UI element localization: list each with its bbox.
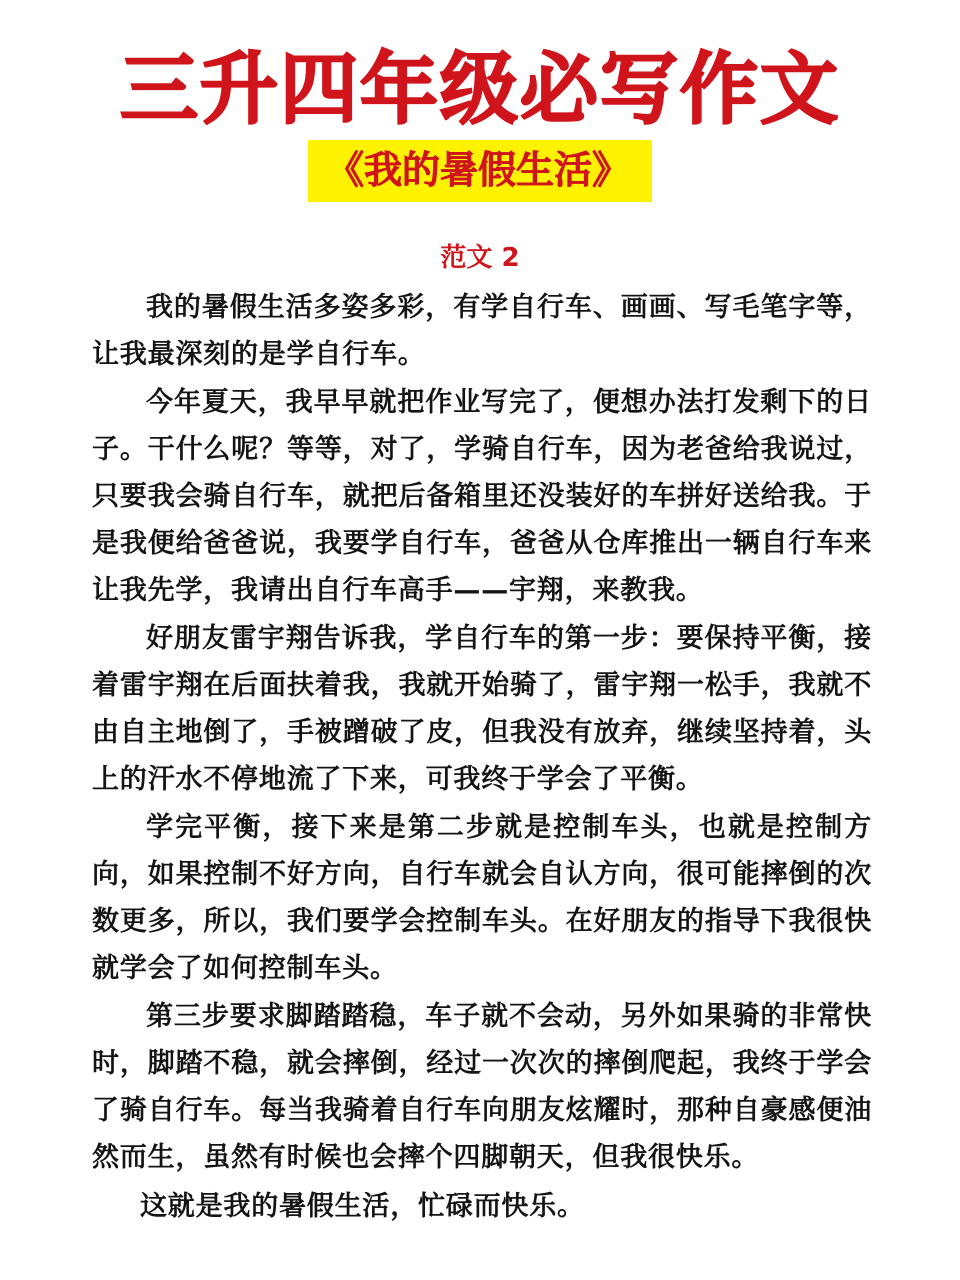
paragraph-6: 这就是我的暑假生活，忙碌而快乐。 <box>140 1191 585 1222</box>
main-title: 三升四年级必写作文 <box>119 45 840 135</box>
essay-body <box>92 284 872 1231</box>
paragraph-2: 今年夏天，我早早就把作业写完了，便想办法打发剩下的日子。干什么呢？等等，对了，学骑自行车，因为老爸给我说过，只要我会骑自行车，就把后备箱里还没装好的车拼好送给我。于是我便给爸爸说，我要学自行车，爸爸从仓库推出一辆自行车来让我先学，我请出自行车高手——宇翔，来教我。 <box>92 387 872 606</box>
subtitle-highlight: 《我的暑假生活》 <box>308 140 652 202</box>
paragraph-4: 学完平衡，接下来是第二步就是控制车头，也就是控制方向，如果控制不好方向，自行车就会自认方向，很可能摔倒的次数更多，所以，我们要学会控制车头。在好朋友的指导下我很快就学会了如何控制车头。 <box>92 812 872 984</box>
paragraph-1: 我的暑假生活多姿多彩，有学自行车、画画、写毛笔字等，让我最深刻的是学自行车。 <box>92 292 872 370</box>
paragraph-3: 好朋友雷宇翔告诉我，学自行车的第一步：要保持平衡，接着雷宇翔在后面扶着我，我就开始骑了，雷宇翔一松手，我就不由自主地倒了，手被蹭破了皮，但我没有放弃，继续坚持着，头上的汗水不停地流了下来，可我终于学会了平衡。 <box>92 623 872 795</box>
subtitle-wrapper <box>0 140 960 202</box>
essay-label: 范文 2 <box>440 243 520 273</box>
paragraph-5: 第三步要求脚踏踏稳，车子就不会动，另外如果骑的非常快时，脚踏不稳，就会摔倒，经过一次次的摔倒爬起，我终于学会了骑自行车。每当我骑着自行车向朋友炫耀时，那种自豪感便油然而生，虽然有时候也会摔个四脚朝天，但我很快乐。 <box>92 1001 872 1173</box>
